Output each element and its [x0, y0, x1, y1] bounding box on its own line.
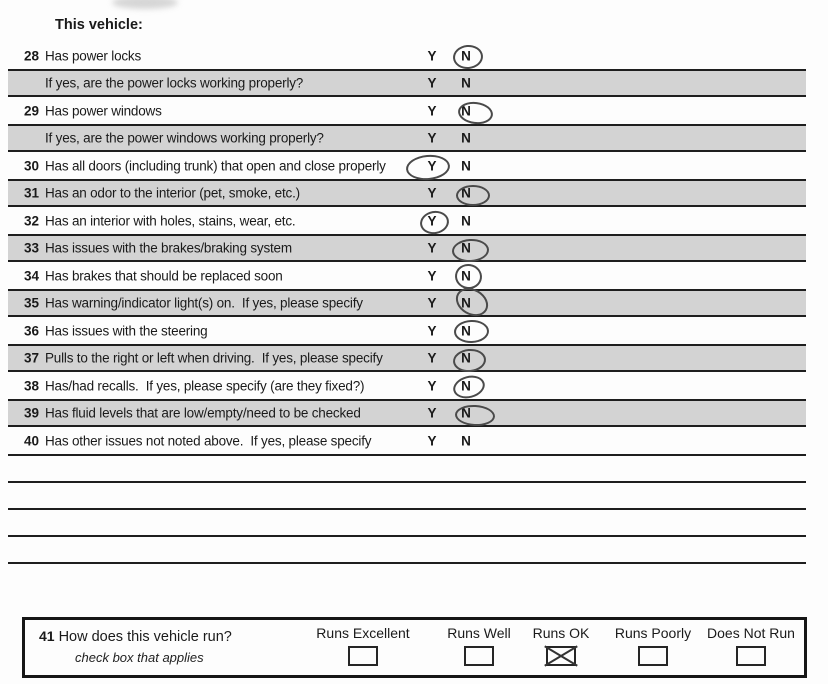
checkbox-checked-icon[interactable]: [546, 646, 576, 666]
answer-no[interactable]: N: [461, 323, 471, 338]
answer-no[interactable]: N: [461, 433, 471, 448]
run-option: [308, 625, 418, 666]
answer-no[interactable]: N: [461, 130, 471, 146]
question-label: Has brakes that should be replaced soon: [45, 268, 283, 283]
question-label: Has power locks: [45, 48, 142, 63]
form-subrow: [8, 126, 806, 152]
answer-yes[interactable]: Y: [427, 185, 437, 201]
notes-line[interactable]: [8, 456, 806, 483]
question-label: Has fluid levels that are low/empty/need to be checked: [45, 405, 361, 421]
run-option-label: Runs Excellent: [316, 625, 410, 641]
question-number: 39: [24, 405, 40, 421]
scan-smudge: [112, 0, 178, 9]
form-row-35: [8, 291, 806, 317]
checkbox[interactable]: [464, 646, 494, 666]
form-row-30: [8, 152, 806, 181]
question-number: 40: [24, 433, 40, 448]
form-row-36: [8, 317, 806, 346]
answer-no[interactable]: N: [461, 295, 471, 311]
question-label: Has issues with the brakes/braking system: [45, 240, 292, 256]
answer-no[interactable]: N: [461, 268, 471, 283]
answer-no[interactable]: N: [461, 75, 471, 91]
question-label: If yes, are the power locks working properly?: [45, 75, 304, 91]
answer-yes[interactable]: Y: [427, 130, 437, 146]
form-rows: [8, 42, 806, 456]
form-row-31: [8, 181, 806, 207]
form-row-28: [8, 42, 806, 71]
form-subrow: [8, 71, 806, 97]
run-question-instruction: check box that applies: [75, 650, 204, 665]
question-label: Has an odor to the interior (pet, smoke, etc.): [45, 185, 300, 201]
run-option-label: Runs OK: [532, 625, 590, 641]
question-number: 38: [24, 378, 40, 393]
answer-yes[interactable]: Y: [427, 295, 437, 311]
question-number: 35: [24, 295, 40, 311]
answer-yes[interactable]: Y: [427, 433, 437, 448]
question-label: Has power windows: [45, 103, 162, 118]
question-number: 33: [24, 240, 40, 256]
form-row-40: [8, 427, 806, 456]
run-question-text: How does this vehicle run?: [58, 629, 232, 645]
question-label: Pulls to the right or left when driving. If yes, please specify: [45, 350, 383, 366]
answer-no[interactable]: N: [461, 378, 471, 393]
form-row-37: [8, 346, 806, 372]
question-number: 28: [24, 48, 40, 63]
question-label: Has warning/indicator light(s) on. If yes, please specify: [45, 295, 363, 311]
section-title: This vehicle:: [55, 17, 143, 33]
notes-line[interactable]: [8, 537, 806, 564]
question-label: Has/had recalls. If yes, please specify (are they fixed?): [45, 378, 365, 393]
run-question-number: 41: [39, 628, 55, 644]
question-label: Has issues with the steering: [45, 323, 208, 338]
question-number: 31: [24, 185, 40, 201]
form-row-39: [8, 401, 806, 427]
notes-line[interactable]: [8, 510, 806, 537]
answer-yes[interactable]: Y: [427, 48, 437, 63]
form-row-33: [8, 236, 806, 262]
answer-yes[interactable]: Y: [427, 323, 437, 338]
form-row-32: [8, 207, 806, 236]
run-option-label: Runs Well: [447, 625, 511, 641]
run-option-label: Runs Poorly: [614, 625, 692, 641]
answer-yes[interactable]: Y: [427, 378, 437, 393]
answer-yes[interactable]: Y: [427, 103, 437, 118]
answer-no[interactable]: N: [461, 158, 471, 173]
checkbox[interactable]: [638, 646, 668, 666]
form-row-38: [8, 372, 806, 401]
answer-no[interactable]: N: [461, 350, 471, 366]
form-row-29: [8, 97, 806, 126]
question-label: If yes, are the power windows working properly?: [45, 130, 324, 146]
answer-yes[interactable]: Y: [427, 75, 437, 91]
question-number: 29: [24, 103, 40, 118]
answer-no[interactable]: N: [461, 48, 471, 63]
notes-line[interactable]: [8, 483, 806, 510]
answer-yes[interactable]: Y: [427, 158, 437, 173]
notes-lines: [8, 456, 806, 564]
run-option-label: Does Not Run: [707, 625, 795, 641]
answer-no[interactable]: N: [461, 405, 471, 421]
form-row-34: [8, 262, 806, 291]
question-number: 30: [24, 158, 40, 173]
answer-yes[interactable]: Y: [427, 268, 437, 283]
answer-no[interactable]: N: [461, 240, 471, 256]
run-option: [696, 625, 806, 666]
run-options: [25, 620, 804, 675]
checkbox[interactable]: [736, 646, 766, 666]
answer-yes[interactable]: Y: [427, 405, 437, 421]
question-label: Has other issues not noted above. If yes, please specify: [45, 433, 372, 448]
checkbox[interactable]: [348, 646, 378, 666]
answer-yes[interactable]: Y: [427, 213, 437, 228]
answer-yes[interactable]: Y: [427, 350, 437, 366]
question-label: Has an interior with holes, stains, wear, etc.: [45, 213, 296, 228]
question-label: Has all doors (including trunk) that open and close properly: [45, 158, 386, 173]
question-number: 37: [24, 350, 40, 366]
answer-no[interactable]: N: [461, 213, 471, 228]
question-number: 36: [24, 323, 40, 338]
answer-no[interactable]: N: [461, 185, 471, 201]
answer-no[interactable]: N: [461, 103, 471, 118]
run-option: [598, 625, 708, 666]
question-number: 34: [24, 268, 40, 283]
run-question-box: [22, 617, 807, 678]
answer-yes[interactable]: Y: [427, 240, 437, 256]
question-number: 32: [24, 213, 40, 228]
